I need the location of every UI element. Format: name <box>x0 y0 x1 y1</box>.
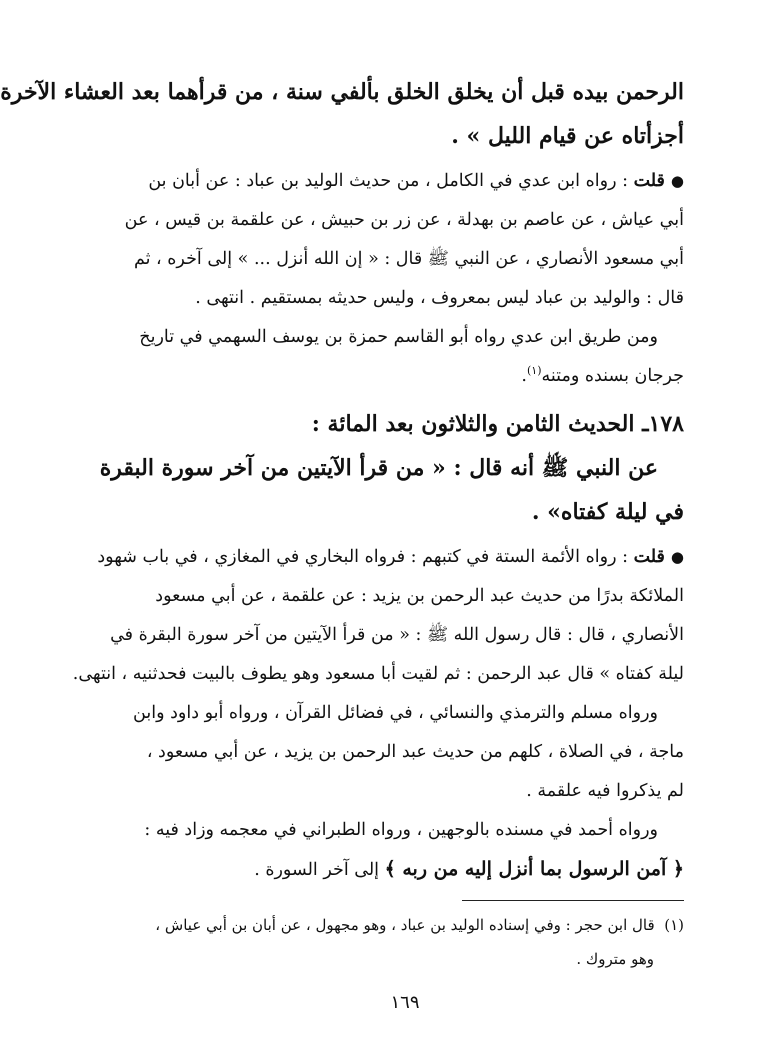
commentary-paragraph <box>104 318 684 396</box>
commentary-paragraph <box>104 811 684 890</box>
text-line: ومن طريق ابن عدي رواه أبو القاسم حمزة بن يوسف السهمي في تاريخ <box>139 327 658 347</box>
text-line: في ليلة كفتاه» . <box>531 499 684 525</box>
hadith-text <box>104 490 684 534</box>
text-span: جرجان بسنده ومتنه <box>541 366 684 386</box>
commentary-paragraph <box>104 694 684 811</box>
commentary-paragraph <box>104 162 684 318</box>
text-line: ليلة كفتاه » قال عبد الرحمن : ثم لقيت أبا مسعود وهو يطوف بالبيت فحدثنيه ، انتهى. <box>72 664 684 684</box>
text-line: ورواه مسلم والترمذي والنسائي ، في فضائل القرآن ، ورواه أبو داود وابن <box>133 703 658 723</box>
text-span: : رواه الأئمة الستة في كتبهم : فرواه البخاري في المغازي ، في باب شهود <box>97 547 628 567</box>
hadith-text <box>99 446 684 490</box>
text-line: أبي عياش ، عن عاصم بن بهدلة ، عن زر بن حبيش ، عن علقمة بن قيس ، عن <box>124 210 684 230</box>
hadith-heading: ١٧٨ـ الحديث الثامن والثلاثون بعد المائة : <box>311 411 684 437</box>
text-line: لم يذكروا فيه علقمة . <box>526 781 684 801</box>
hadith-continuation <box>0 70 684 158</box>
text-line: الملائكة بدرًا من حديث عبد الرحمن بن يزيد : عن علقمة ، عن أبي مسعود <box>155 586 684 606</box>
text-span: إلى آخر السورة . <box>254 860 380 880</box>
quran-verse: ﴿ آمن الرسول بما أنزل إليه من ربه ﴾ <box>384 858 684 880</box>
bullet-marker: ● <box>670 548 684 566</box>
commentary-paragraph <box>72 538 684 694</box>
text-line: قال : والوليد بن عباد ليس بمعروف ، وليس حديثه بمستقيم . انتهى . <box>195 288 684 308</box>
text-line: ماجة ، في الصلاة ، كلهم من حديث عبد الرحمن بن يزيد ، عن أبي مسعود ، <box>146 742 684 762</box>
text-line: أبي مسعود الأنصاري ، عن النبي ﷺ قال : « إن الله أنزل ... » إلى آخره ، ثم <box>133 249 684 269</box>
footnote-number: (١) <box>664 916 684 934</box>
qultu-label: قلت <box>633 547 665 567</box>
footnote <box>104 908 684 976</box>
text-line: الرحمن بيده قبل أن يخلق الخلق بألفي سنة ، من قرأهما بعد العشاء الآخرة <box>0 79 684 105</box>
bullet-marker: ● <box>670 172 684 190</box>
text-line: ورواه أحمد في مسنده بالوجهين ، ورواه الطبراني في معجمه وزاد فيه : <box>144 820 658 840</box>
text-line <box>104 850 684 890</box>
page-number: ١٦٩ <box>390 992 420 1013</box>
text-line: أجزأتاه عن قيام الليل » . <box>451 123 684 149</box>
text-span: : رواه ابن عدي في الكامل ، من حديث الوليد بن عباد : عن أبان بن <box>148 171 628 191</box>
text-line: الأنصاري ، قال : قال رسول الله ﷺ : « من قرأ الآيتين من آخر سورة البقرة في <box>110 625 684 645</box>
text-line: عن النبي ﷺ أنه قال : « من قرأ الآيتين من آخر سورة البقرة <box>99 455 658 481</box>
text-span: . <box>521 366 527 386</box>
text-line <box>104 162 684 201</box>
footnote-ref: (١) <box>526 364 542 378</box>
text-line <box>104 357 684 396</box>
text-line <box>97 538 684 577</box>
text-line: وهو متروك . <box>576 950 654 968</box>
text-line <box>104 908 684 942</box>
footnote-divider <box>462 900 684 901</box>
qultu-label: قلت <box>633 171 665 191</box>
text-span: قال ابن حجر : وفي إسناده الوليد بن عباد ، وهو مجهول ، عن أبان بن أبي عياش ، <box>155 916 655 934</box>
